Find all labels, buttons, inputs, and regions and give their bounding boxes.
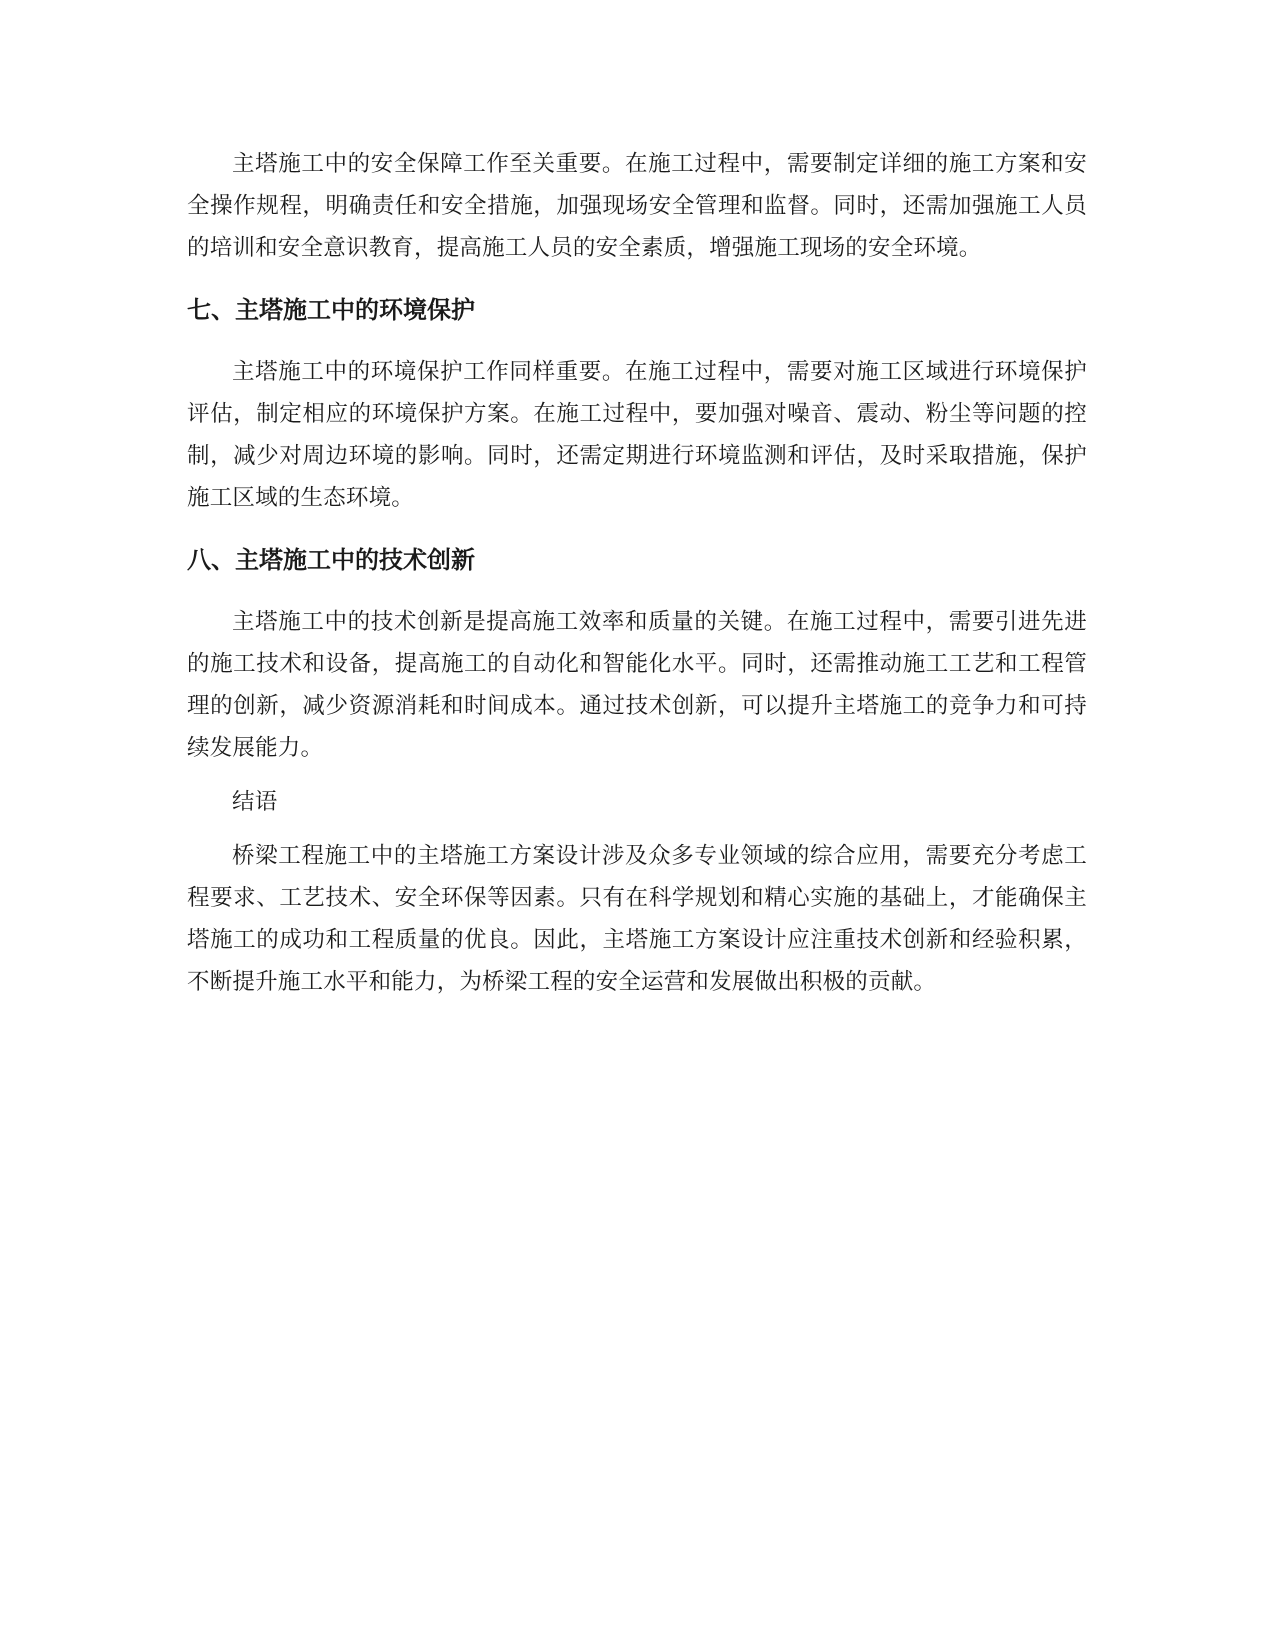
conclusion-title: 结语 — [232, 789, 278, 815]
heading-environment: 七、主塔施工中的环境保护 — [187, 296, 475, 324]
paragraph-environment: 主塔施工中的环境保护工作同样重要。在施工过程中，需要对施工区域进行环境保护评估，制定相应的环境保护方案。在施工过程中，要加强对噪音、震动、粉尘等问题的控制，减少对周边环境的影响。同时，还需定期进行环境监测和评估，及时采取措施，保护施工区域的生态环境。 — [187, 359, 1087, 511]
paragraph-innovation: 主塔施工中的技术创新是提高施工效率和质量的关键。在施工过程中，需要引进先进的施工技术和设备，提高施工的自动化和智能化水平。同时，还需推动施工工艺和工程管理的创新，减少资源消耗和时间成本。通过技术创新，可以提升主塔施工的竞争力和可持续发展能力。 — [187, 609, 1087, 761]
paragraph-safety: 主塔施工中的安全保障工作至关重要。在施工过程中，需要制定详细的施工方案和安全操作规程，明确责任和安全措施，加强现场安全管理和监督。同时，还需加强施工人员的培训和安全意识教育，提高施工人员的安全素质，增强施工现场的安全环境。 — [187, 151, 1087, 261]
document-body — [187, 143, 1087, 1003]
paragraph-conclusion: 桥梁工程施工中的主塔施工方案设计涉及众多专业领域的综合应用，需要充分考虑工程要求、工艺技术、安全环保等因素。只有在科学规划和精心实施的基础上，才能确保主塔施工的成功和工程质量的优良。因此，主塔施工方案设计应注重技术创新和经验积累，不断提升施工水平和能力，为桥梁工程的安全运营和发展做出积极的贡献。 — [187, 843, 1087, 995]
heading-innovation: 八、主塔施工中的技术创新 — [187, 546, 475, 574]
